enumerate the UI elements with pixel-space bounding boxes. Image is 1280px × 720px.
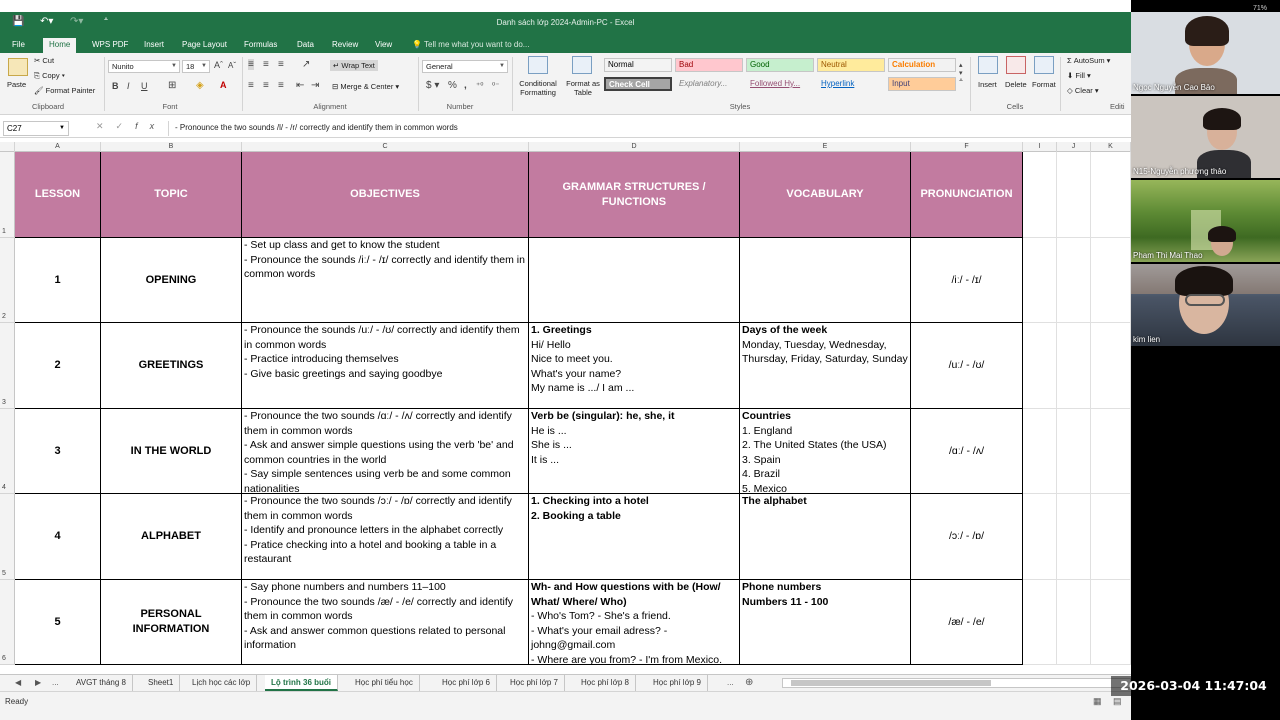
format-painter-label: Format Painter (45, 86, 96, 95)
number-group-label: Number (446, 102, 474, 111)
clear-label: Clear (1074, 86, 1093, 95)
cell-topic[interactable] (101, 494, 242, 580)
align-left-icon[interactable]: ≡ (248, 80, 254, 91)
cell-line: - Who's Tom? - She's a friend. (531, 610, 671, 623)
cell-line: - Pronounce the sounds /uː/ - /ʊ/ correctly and identify them in common words (244, 324, 523, 351)
chevron-down-icon: ▼ (59, 125, 65, 131)
separator (418, 57, 419, 111)
enter-icon[interactable]: ✓ (115, 121, 136, 131)
cell-vocabulary[interactable] (740, 580, 911, 665)
normal-view-icon[interactable]: ▦ (1093, 696, 1102, 706)
separator (1060, 57, 1061, 111)
align-right-icon[interactable]: ≡ (278, 80, 284, 91)
cut-label: Cut (42, 56, 55, 65)
cell-lesson-text: 3 (54, 444, 61, 457)
cell-line: 3. Spain (742, 453, 781, 466)
cell-topic-text: OPENING (145, 273, 197, 286)
cell-topic[interactable] (101, 580, 242, 665)
cell-pronunciation-text: /iː/ - /ɪ/ (951, 273, 982, 286)
cell-line: It is ... (531, 453, 560, 466)
style-bad-label: Bad (679, 60, 694, 69)
format-cells-icon[interactable] (1034, 56, 1054, 74)
tab-review[interactable]: Review (332, 40, 359, 49)
cell-topic[interactable] (101, 409, 242, 494)
horizontal-scrollbar[interactable] (782, 678, 1131, 688)
chevron-down-icon: ▼ (201, 63, 207, 69)
shrink-font-icon[interactable]: Aˇ (228, 61, 236, 70)
formula-input[interactable]: - Pronounce the two sounds /l/ - /r/ correctly and identify them in common words (168, 121, 1128, 136)
tab-page-layout[interactable]: Page Layout (182, 40, 227, 49)
sheet-more-right[interactable]: ... (727, 678, 734, 687)
name-box[interactable] (3, 121, 69, 136)
participant-hair (1208, 226, 1236, 242)
title-bar (0, 12, 1131, 36)
separator (512, 57, 513, 111)
cell-line: - Ask and answer simple questions using the verb 'be' and common countries in the world (244, 439, 517, 466)
cells-group-label: Cells (1006, 102, 1024, 111)
alignment-group-label: Alignment (313, 102, 347, 111)
tab-wps-pdf[interactable]: WPS PDF (92, 40, 129, 49)
name-box-value: C27 (7, 124, 22, 133)
wrap-text-button[interactable] (330, 60, 378, 71)
cell-line: Hi/ Hello (531, 338, 571, 351)
cell-line: 5. Mexico (742, 482, 787, 494)
cell-line: 2. The United States (the USA) (742, 439, 887, 452)
style-normal[interactable] (604, 58, 672, 72)
cell-topic-text: GREETINGS (138, 359, 204, 372)
copy-label: Copy (42, 71, 60, 80)
cell-line: Numbers 11 - 100 (742, 595, 829, 608)
style-good-label: Good (750, 60, 770, 69)
font-size-value: 18 (186, 62, 195, 71)
borders-icon[interactable]: ⊞ (168, 80, 177, 91)
align-middle-icon[interactable]: ≡ (263, 59, 269, 70)
cell-topic-text: PERSONAL INFORMATION (132, 608, 210, 635)
cell-lesson[interactable] (15, 323, 101, 409)
cell-line: 1. Checking into a hotel (531, 495, 649, 507)
tab-data[interactable]: Data (297, 40, 314, 49)
decrease-decimal-icon[interactable]: ⁰⁻ (492, 81, 500, 90)
sheet-more-left[interactable]: ... (52, 678, 59, 687)
sheet-tab[interactable]: Lịch học các lớp (186, 675, 257, 691)
header-grammar[interactable]: GRAMMAR STRUCTURES / FUNCTIONS (529, 152, 740, 238)
cell-lesson-text: 1 (54, 273, 61, 286)
style-calculation[interactable] (888, 58, 956, 72)
decrease-indent-icon[interactable]: ⇤ (296, 80, 305, 91)
autosum-button[interactable]: Σ AutoSum ▾ (1067, 56, 1111, 65)
header-objectives[interactable]: OBJECTIVES (242, 152, 529, 238)
wrap-text-icon: ↵ (333, 61, 342, 70)
cell-line: 1. England (742, 424, 793, 437)
merge-label: Merge & Center (340, 82, 394, 91)
style-input[interactable] (888, 77, 956, 91)
cell-line: - Pronounce the two sounds /ɔː/ - /ɒ/ correctly and identify them in common words (244, 495, 515, 522)
align-center-icon[interactable]: ≡ (263, 80, 269, 91)
insert-cells-button[interactable]: Insert (978, 80, 997, 89)
number-format-combo[interactable] (422, 60, 508, 73)
column-headers (0, 142, 1131, 152)
cell-line: She is ... (531, 439, 572, 452)
delete-cells-icon[interactable] (1006, 56, 1026, 74)
row-header-3[interactable]: 3 (0, 323, 15, 409)
cell-line: 1. Greetings (531, 324, 592, 336)
row-header-2[interactable]: 2 (0, 238, 15, 323)
style-followed-hyperlink-label: Followed Hy... (750, 79, 801, 88)
cell-line: - Where are you from? - I'm from Mexico. (531, 653, 723, 665)
fill-label: Fill (1075, 71, 1085, 80)
page-layout-view-icon[interactable]: ▤ (1113, 696, 1122, 706)
styles-scroll-icon[interactable]: ▴ ▾ ⩡ (959, 62, 963, 84)
cell-topic-text: ALPHABET (141, 530, 201, 543)
font-size-combo[interactable] (182, 60, 210, 73)
cell-line: - Pratice checking into a hotel and booking a table in a restaurant (244, 538, 500, 566)
formula-bar (0, 119, 1131, 138)
cell-line: Days of the week (742, 324, 828, 336)
gridline (1023, 237, 1131, 238)
cell-topic[interactable] (101, 323, 242, 409)
tab-formulas[interactable]: Formulas (244, 40, 278, 49)
recording-timestamp: 2026-03-04 11:47:04 (1111, 676, 1276, 696)
cell-line: Verb be (singular): he, she, it (531, 410, 675, 422)
separator (242, 57, 243, 111)
editing-group-label: Editi (1110, 102, 1125, 111)
column-header-a[interactable]: A (15, 142, 101, 152)
italic-icon[interactable]: I (127, 81, 130, 91)
row-header-6[interactable]: 6 (0, 580, 15, 665)
style-calculation-label: Calculation (892, 60, 936, 69)
cell-pronunciation[interactable] (911, 238, 1023, 323)
cell-line: - Pronounce the sounds /iː/ - /ɪ/ correctly and identify them in common words (244, 253, 528, 281)
cancel-icon[interactable]: ✕ (96, 121, 116, 131)
chevron-down-icon: ▼ (499, 63, 505, 69)
sheet-tab[interactable]: AVGT tháng 8 (70, 675, 133, 691)
sheet-prev-icon[interactable]: ◀ (15, 678, 22, 687)
cell-vocabulary[interactable] (740, 409, 911, 494)
style-explanatory-label: Explanatory... (679, 79, 728, 88)
tell-me-box[interactable] (412, 38, 529, 51)
paintbrush-icon: 🖌 (34, 86, 46, 95)
cell-grammar[interactable] (529, 409, 740, 494)
column-header-c[interactable]: C (242, 142, 529, 152)
cell-pronunciation[interactable] (911, 323, 1023, 409)
formula-buttons (96, 121, 166, 132)
cell-line: Phone numbers (742, 581, 822, 593)
column-header-i[interactable]: I (1023, 142, 1057, 152)
style-hyperlink-label: Hyperlink (821, 79, 855, 88)
tab-view[interactable]: View (375, 40, 393, 49)
participant-tile-3[interactable] (1131, 180, 1280, 262)
gridline (1023, 493, 1131, 494)
cell-vocabulary[interactable] (740, 494, 911, 580)
sheet-next-icon[interactable]: ▶ (35, 678, 42, 687)
format-as-table-icon[interactable] (572, 56, 592, 74)
column-header-k[interactable]: K (1091, 142, 1131, 152)
font-color-icon[interactable]: A (220, 80, 227, 90)
cell-line: Nice to meet you. (531, 353, 613, 366)
scrollbar-thumb[interactable] (791, 680, 991, 686)
save-icon[interactable]: 💾 (12, 16, 25, 27)
cell-line: Countries (742, 410, 792, 422)
cell-line: - Say simple sentences using verb be and some common nationalities (244, 468, 514, 494)
cell-lesson-text: 2 (54, 359, 61, 372)
column-header-f[interactable]: F (911, 142, 1023, 152)
separator (970, 57, 971, 111)
cell-vocabulary[interactable] (740, 323, 911, 409)
cell-topic-text: IN THE WORLD (130, 444, 212, 457)
header-pronunciation[interactable]: PRONUNCIATION (911, 152, 1023, 238)
column-header-d[interactable]: D (529, 142, 740, 152)
lightbulb-icon: 💡 (412, 40, 422, 49)
copy-icon: ⎘ (34, 71, 43, 80)
style-check-cell-label: Check Cell (609, 80, 650, 89)
percent-icon[interactable]: % (448, 80, 457, 91)
participant-tile-2[interactable] (1131, 96, 1280, 178)
cell-grammar[interactable] (529, 238, 740, 323)
cell-objectives[interactable] (242, 494, 529, 580)
cell-objectives[interactable] (242, 580, 529, 665)
participant-tile-1[interactable] (1131, 12, 1280, 94)
add-sheet-icon[interactable]: ⊕ (745, 677, 754, 688)
header-topic[interactable]: TOPIC (101, 152, 242, 238)
column-header-j[interactable]: J (1057, 142, 1091, 152)
conditional-formatting-button[interactable]: Conditional Formatting (519, 79, 557, 97)
fx-icon[interactable]: fx (135, 121, 167, 131)
cell-line: - Set up class and get to know the student (244, 239, 440, 251)
paste-button[interactable]: Paste (7, 80, 27, 89)
font-name-combo[interactable] (108, 60, 180, 73)
tell-me-label: Tell me what you want to do... (424, 40, 530, 49)
undo-icon[interactable]: ↶▾ (40, 16, 54, 27)
cell-lesson[interactable] (15, 409, 101, 494)
cell-lesson-text: 4 (54, 530, 61, 543)
tab-insert[interactable]: Insert (144, 40, 165, 49)
fill-down-icon: ⬇ (1067, 71, 1076, 80)
cell-pronunciation[interactable] (911, 580, 1023, 665)
column-header-e[interactable]: E (740, 142, 911, 152)
cell-pronunciation-text: /uː/ - /ʊ/ (948, 359, 985, 372)
style-neutral-label: Neutral (821, 60, 847, 69)
fill-color-icon[interactable]: ◈ (196, 80, 204, 91)
participant-name: kim lien (1133, 335, 1161, 344)
cell-objectives[interactable] (242, 323, 529, 409)
cell-lesson[interactable] (15, 494, 101, 580)
spreadsheet-grid[interactable] (15, 152, 1131, 665)
cell-line: - Identify and pronounce letters in the alphabet correctly (244, 524, 504, 537)
cell-lesson[interactable] (15, 580, 101, 665)
sheet-tab[interactable]: Học phí tiểu học (349, 675, 420, 691)
increase-indent-icon[interactable]: ⇥ (311, 80, 320, 91)
cell-line: What's your name? (531, 367, 622, 380)
comma-icon[interactable]: , (464, 80, 467, 91)
sheet-tab[interactable]: Học phí lớp 6 (436, 675, 497, 691)
bold-icon[interactable]: B (112, 81, 119, 91)
status-bar (0, 691, 1131, 720)
row-header-1[interactable]: 1 (0, 152, 15, 238)
participant-tile-4[interactable] (1131, 264, 1280, 346)
cell-pronunciation[interactable] (911, 494, 1023, 580)
glasses-icon (1185, 294, 1225, 306)
wrap-text-label: Wrap Text (341, 61, 375, 70)
scissors-icon: ✂ (34, 56, 43, 65)
cell-topic[interactable] (101, 238, 242, 323)
increase-decimal-icon[interactable]: ⁺⁰ (476, 81, 484, 90)
chevron-down-icon: ▼ (171, 63, 177, 69)
sheet-tab[interactable]: Học phí lớp 7 (504, 675, 565, 691)
participant-name: N15-Nguyễn phương thảo (1133, 167, 1227, 176)
copy-button[interactable]: ⎘ Copy ▾ (34, 71, 65, 80)
participant-hair (1185, 16, 1229, 46)
conditional-formatting-icon[interactable] (528, 56, 548, 74)
sheet-tab[interactable]: Sheet1 (142, 675, 180, 691)
cell-line: My name is .../ I am ... (531, 382, 635, 395)
align-bottom-icon[interactable]: ≡ (278, 59, 284, 70)
insert-cells-icon[interactable] (978, 56, 998, 74)
format-painter-button[interactable] (34, 86, 95, 95)
participant-name: Pham Thi Mai Thao (1133, 251, 1203, 260)
font-name-value: Nunito (112, 62, 134, 71)
style-hyperlink[interactable] (817, 77, 885, 91)
cell-vocabulary[interactable] (740, 238, 911, 323)
sheet-tab[interactable]: Học phí lớp 8 (575, 675, 636, 691)
format-as-table-button[interactable]: Format as Table (566, 79, 600, 97)
cell-grammar[interactable] (529, 494, 740, 580)
style-input-label: Input (892, 79, 910, 88)
paste-icon[interactable] (8, 58, 28, 76)
participant-hair (1175, 266, 1233, 296)
tab-file[interactable]: File (12, 40, 25, 49)
sigma-icon: Σ (1067, 56, 1074, 65)
grow-font-icon[interactable]: Aˆ (214, 60, 223, 70)
autosum-label: AutoSum (1073, 56, 1105, 65)
cell-line: - Pronounce the two sounds /ɑː/ - /ʌ/ correctly and identify them in common words (244, 410, 515, 437)
style-bad[interactable] (675, 58, 743, 72)
clipboard-group-label: Clipboard (31, 102, 65, 111)
delete-cells-button[interactable]: Delete (1005, 80, 1027, 89)
cell-pronunciation-text: /ɑː/ - /ʌ/ (948, 444, 984, 457)
fill-button[interactable]: ⬇ Fill ▾ (1067, 71, 1091, 80)
gridline (1023, 408, 1131, 409)
cell-objectives[interactable] (242, 409, 529, 494)
cell-line: - Ask and answer common questions related to personal information (244, 624, 509, 652)
styles-group-label: Styles (729, 102, 751, 111)
align-top-icon[interactable]: ≡ (248, 59, 254, 70)
cell-lesson[interactable] (15, 238, 101, 323)
cell-grammar[interactable] (529, 580, 740, 665)
cell-line: - Pronounce the two sounds /æ/ - /e/ correctly and identify them in common words (244, 595, 516, 623)
row-header-5[interactable]: 5 (0, 494, 15, 580)
cell-line: - Give basic greetings and saying goodbye (244, 367, 443, 380)
currency-icon[interactable]: $ ▾ (426, 80, 440, 91)
select-all-corner[interactable] (0, 142, 15, 152)
cell-line: 2. Booking a table (531, 509, 621, 522)
cell-grammar[interactable] (529, 323, 740, 409)
number-format-value: General (426, 62, 453, 71)
customize-qat-icon[interactable]: ⩡ (104, 16, 108, 23)
style-check-cell[interactable] (604, 77, 672, 91)
zoom-level[interactable]: 71% (1253, 5, 1268, 12)
row-header-4[interactable]: 4 (0, 409, 15, 494)
cell-line: - Say phone numbers and numbers 11–100 (244, 581, 446, 593)
separator (104, 57, 105, 111)
eraser-icon: ◇ (1067, 86, 1075, 95)
column-header-b[interactable]: B (101, 142, 242, 152)
format-cells-button[interactable]: Format (1032, 80, 1056, 89)
clear-button[interactable]: ◇ Clear ▾ (1067, 86, 1099, 95)
video-call-panel (1131, 12, 1280, 720)
cell-objectives[interactable] (242, 238, 529, 323)
header-lesson[interactable]: LESSON (15, 152, 101, 238)
cell-line: He is ... (531, 424, 567, 437)
ribbon-tab-bar (0, 36, 1131, 53)
style-explanatory[interactable] (675, 77, 743, 91)
tab-home[interactable]: Home (43, 38, 76, 53)
merge-center-button[interactable]: ⊟ Merge & Center ▾ (332, 82, 400, 91)
header-vocabulary[interactable]: VOCABULARY (740, 152, 911, 238)
cell-line: - What's your email adress? - johng@gmail.com (531, 624, 671, 652)
sheet-tab[interactable]: Lộ trình 36 buổi (265, 675, 338, 691)
merge-icon: ⊟ (332, 82, 341, 91)
cell-line: Wh- and How questions with be (How/ What/ Where/ Who) (531, 581, 724, 608)
cell-pronunciation[interactable] (911, 409, 1023, 494)
style-neutral[interactable] (817, 58, 885, 72)
sheet-tab[interactable]: Học phí lớp 9 (647, 675, 708, 691)
redo-icon[interactable]: ↷▾ (70, 16, 84, 27)
cell-pronunciation-text: /ɔː/ - /ɒ/ (948, 530, 984, 543)
cut-button[interactable] (34, 56, 54, 65)
gridline (1023, 664, 1131, 665)
row-headers (0, 152, 15, 665)
sheet-tab-bar (0, 674, 1131, 691)
style-followed-hyperlink[interactable] (746, 77, 814, 91)
cell-line: - Practice introducing themselves (244, 353, 399, 366)
gridline (1023, 322, 1131, 323)
window-title: Danh sách lớp 2024-Admin-PC - Excel (496, 18, 635, 27)
ribbon (0, 53, 1131, 115)
cell-line: 4. Brazil (742, 468, 780, 481)
font-group-label: Font (162, 102, 178, 111)
participant-name: Ngọc Nguyễn Cao Bảo (1133, 83, 1215, 92)
cell-line: Monday, Tuesday, Wednesday, Thursday, Friday, Saturday, Sunday (742, 338, 908, 366)
cell-lesson-text: 5 (54, 615, 61, 628)
style-good[interactable] (746, 58, 814, 72)
orientation-icon[interactable]: ↗ (302, 59, 311, 70)
status-ready: Ready (5, 697, 29, 706)
cell-pronunciation-text: /æ/ - /e/ (948, 615, 985, 628)
underline-icon[interactable]: U (141, 81, 148, 91)
cell-line: The alphabet (742, 495, 807, 507)
style-normal-label: Normal (608, 60, 634, 69)
participant-hair (1203, 108, 1241, 130)
gridline (1023, 579, 1131, 580)
